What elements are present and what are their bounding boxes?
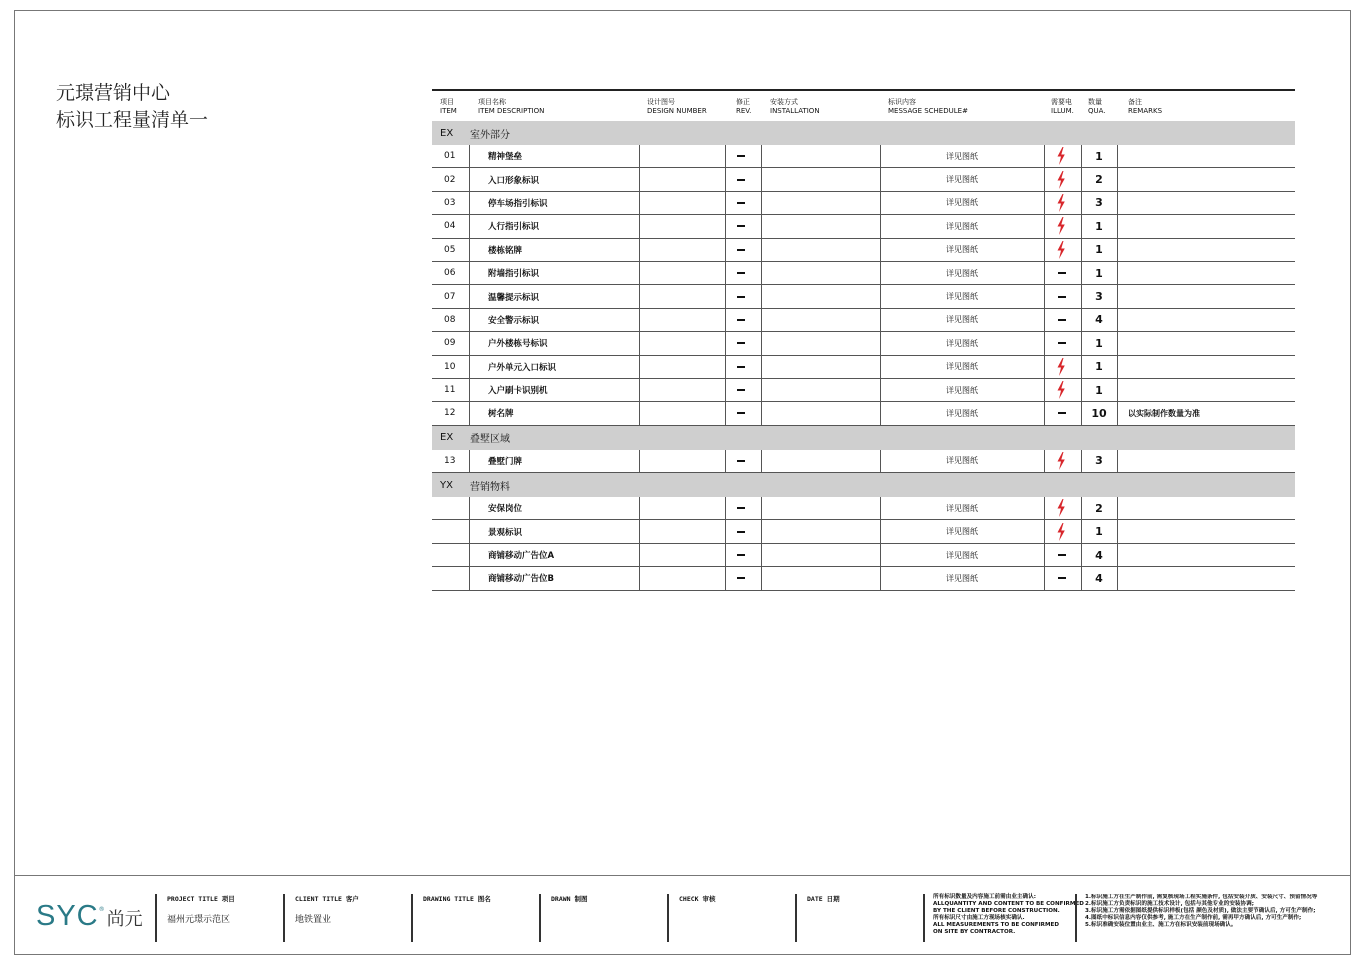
item-description: 温馨提示标识 — [488, 292, 540, 303]
column-rule — [639, 192, 640, 214]
quantity: 1 — [1095, 525, 1103, 539]
column-rule — [639, 309, 640, 331]
illum-cell — [1058, 332, 1066, 354]
dash-mark — [1058, 319, 1066, 321]
column-rule — [725, 402, 726, 424]
column-rule — [639, 262, 640, 284]
rev-dash — [737, 356, 745, 378]
drawing-title-field — [411, 894, 539, 942]
column-rule — [761, 356, 762, 378]
column-rule — [761, 145, 762, 167]
column-rule — [1044, 145, 1045, 167]
header-design-number: 设计图号 DESIGN NUMBER — [647, 98, 707, 115]
illum-cell — [1056, 145, 1066, 167]
item-number: 04 — [444, 221, 456, 232]
dash-mark — [737, 460, 745, 462]
logo-text-cn: 尚元 — [106, 909, 143, 930]
quantity: 1 — [1095, 243, 1103, 257]
quantity: 3 — [1095, 196, 1103, 210]
item-number: 12 — [444, 408, 456, 419]
dash-mark — [737, 531, 745, 533]
column-rule — [639, 215, 640, 237]
column-rule — [469, 192, 470, 214]
item-description: 停车场指引标识 — [488, 198, 548, 209]
quantity: 4 — [1095, 313, 1103, 327]
column-rule — [725, 168, 726, 190]
header-item: 项目 ITEM — [440, 98, 457, 115]
column-rule — [761, 215, 762, 237]
illum-cell — [1056, 215, 1066, 237]
dash-mark — [737, 342, 745, 344]
power-bolt-icon — [1056, 381, 1066, 399]
column-rule — [469, 520, 470, 542]
column-rule — [639, 356, 640, 378]
dash-mark — [737, 554, 745, 556]
header-message-schedule: 标识内容 MESSAGE SCHEDULE# — [888, 98, 968, 115]
dash-mark — [737, 389, 745, 391]
client-title-field — [283, 894, 411, 942]
illum-cell — [1058, 285, 1066, 307]
table-row — [432, 497, 1295, 520]
table-row — [432, 192, 1295, 215]
dash-mark — [737, 179, 745, 181]
column-rule — [761, 309, 762, 331]
message-schedule: 详见图纸 — [946, 456, 978, 466]
header-remarks: 备注 REMARKS — [1128, 98, 1163, 115]
column-rule — [1044, 262, 1045, 284]
section-header — [432, 426, 1295, 450]
item-number: 08 — [444, 314, 456, 325]
column-rule — [1044, 215, 1045, 237]
column-rule — [761, 520, 762, 542]
header-rev: 修正 REV. — [736, 98, 752, 115]
column-rule — [1044, 402, 1045, 424]
dash-mark — [737, 225, 745, 227]
column-rule — [725, 356, 726, 378]
column-rule — [469, 332, 470, 354]
message-schedule: 详见图纸 — [946, 151, 978, 161]
message-schedule: 详见图纸 — [946, 408, 978, 418]
table-row — [432, 309, 1295, 332]
message-schedule: 详见图纸 — [946, 573, 978, 583]
column-rule — [639, 450, 640, 472]
column-rule — [469, 145, 470, 167]
illum-cell — [1058, 402, 1066, 424]
column-rule — [469, 285, 470, 307]
table-row — [432, 262, 1295, 285]
power-bolt-icon — [1056, 523, 1066, 541]
column-rule — [1044, 356, 1045, 378]
sheet-title-line1: 元璟营销中心 — [56, 82, 171, 104]
message-schedule: 详见图纸 — [946, 338, 978, 348]
dash-mark — [737, 577, 745, 579]
item-description: 入户刷卡识别机 — [488, 386, 548, 397]
quantity: 2 — [1095, 173, 1103, 187]
item-description: 商铺移动广告位A — [488, 551, 555, 562]
column-rule — [725, 544, 726, 566]
column-rule — [469, 450, 470, 472]
drawing-title-label: DRAWING TITLE 图名 — [423, 895, 491, 903]
rev-dash — [737, 215, 745, 237]
item-number: 13 — [444, 455, 456, 466]
project-title-field — [155, 894, 283, 942]
project-title-label: PROJECT TITLE 项目 — [167, 895, 235, 903]
column-rule — [1117, 192, 1118, 214]
item-description: 树名牌 — [488, 409, 514, 420]
column-rule — [469, 497, 470, 519]
table-row — [432, 215, 1295, 238]
column-rule — [725, 285, 726, 307]
item-description: 人行指引标识 — [488, 222, 540, 233]
power-bolt-icon — [1056, 358, 1066, 376]
item-description: 商铺移动广告位B — [488, 574, 554, 585]
illum-cell — [1056, 356, 1066, 378]
sheet-title-line2: 标识工程量清单一 — [56, 109, 209, 131]
column-rule — [639, 379, 640, 401]
dash-mark — [1058, 296, 1066, 298]
column-rule — [639, 520, 640, 542]
column-rule — [725, 215, 726, 237]
logo-text-en: SYC — [36, 900, 99, 932]
column-rule — [761, 544, 762, 566]
column-rule — [639, 332, 640, 354]
logo-registered-mark: ® — [98, 906, 105, 913]
item-description: 叠墅门牌 — [488, 456, 523, 467]
column-rule — [725, 332, 726, 354]
item-number: 05 — [444, 244, 456, 255]
table-row — [432, 567, 1295, 590]
quantity: 1 — [1095, 336, 1103, 350]
item-number: 06 — [444, 268, 456, 279]
message-schedule: 详见图纸 — [946, 268, 978, 278]
column-rule — [1044, 450, 1045, 472]
item-description: 安保岗位 — [488, 504, 523, 515]
section-header — [432, 473, 1295, 497]
dash-mark — [737, 507, 745, 509]
column-rule — [639, 497, 640, 519]
power-bolt-icon — [1056, 217, 1066, 235]
message-schedule: 详见图纸 — [946, 245, 978, 255]
item-description: 附墙指引标识 — [488, 269, 540, 280]
message-schedule: 详见图纸 — [946, 292, 978, 302]
illum-cell — [1056, 239, 1066, 261]
quantity: 1 — [1095, 149, 1103, 163]
column-rule — [469, 356, 470, 378]
column-rule — [469, 402, 470, 424]
item-description: 精神堡垒 — [488, 152, 523, 163]
item-description: 楼栋铭牌 — [488, 245, 523, 256]
dash-mark — [737, 202, 745, 204]
message-schedule: 详见图纸 — [946, 385, 978, 395]
column-rule — [1117, 309, 1118, 331]
message-schedule: 详见图纸 — [946, 315, 978, 325]
section-code: EX — [440, 127, 454, 139]
rev-dash — [737, 332, 745, 354]
table-row — [432, 520, 1295, 543]
power-bolt-icon — [1056, 194, 1066, 212]
message-schedule: 详见图纸 — [946, 221, 978, 231]
dash-mark — [737, 296, 745, 298]
client-title-label: CLIENT TITLE 客户 — [295, 895, 359, 903]
drawn-label: DRAWN 制图 — [551, 895, 588, 903]
column-rule — [1044, 520, 1045, 542]
column-rule — [469, 215, 470, 237]
column-rule — [639, 402, 640, 424]
column-rule — [1044, 309, 1045, 331]
table-row — [432, 356, 1295, 379]
column-rule — [1044, 544, 1045, 566]
table-row — [432, 168, 1295, 191]
column-rule — [725, 309, 726, 331]
company-logo — [36, 900, 143, 933]
column-rule — [725, 567, 726, 589]
section-header — [432, 121, 1295, 145]
item-description: 户外单元入口标识 — [488, 362, 557, 373]
column-rule — [1117, 544, 1118, 566]
column-rule — [725, 450, 726, 472]
check-label: CHECK 审核 — [679, 895, 716, 903]
dash-mark — [737, 272, 745, 274]
column-rule — [1044, 168, 1045, 190]
column-rule — [1117, 520, 1118, 542]
construction-notes: 1.标识施工方在生产制作前, 需复核现场工程实施条件, 包括安装介质、安装尺寸、预留情况等 2.标识施工方负责标识的施工技术设计, 包括与其他专业的安装协调; 3.标识施工方需依据图纸提供标识样板(包括 颜色及材质), 做法主要节确认后, 方可生产制作; 4.图纸中标识信息内容仅供参考, 施工方在生产制作前, 需再甲方确认后, 方可生产制作; 5.标识准确安装位置由业主、施工方在标识安装前现场确认。 — [1075, 894, 1347, 942]
message-schedule: 详见图纸 — [946, 503, 978, 513]
message-schedule: 详见图纸 — [946, 198, 978, 208]
table-row — [432, 379, 1295, 402]
column-rule — [725, 262, 726, 284]
dash-mark — [1058, 272, 1066, 274]
header-description: 项目名称 ITEM DESCRIPTION — [478, 98, 545, 115]
item-description: 景观标识 — [488, 527, 523, 538]
illum-cell — [1056, 450, 1066, 472]
column-rule — [639, 285, 640, 307]
column-rule — [639, 239, 640, 261]
rev-dash — [737, 567, 745, 589]
illum-cell — [1056, 497, 1066, 519]
column-rule — [1044, 497, 1045, 519]
power-bolt-icon — [1056, 499, 1066, 517]
column-rule — [725, 145, 726, 167]
column-rule — [1117, 262, 1118, 284]
table-row — [432, 332, 1295, 355]
dash-mark — [1058, 577, 1066, 579]
quantity: 1 — [1095, 383, 1103, 397]
column-rule — [761, 262, 762, 284]
item-description: 户外楼栋号标识 — [488, 339, 548, 350]
column-rule — [1044, 285, 1045, 307]
column-rule — [1117, 332, 1118, 354]
section-code: YX — [440, 479, 453, 491]
column-rule — [761, 168, 762, 190]
column-rule — [725, 239, 726, 261]
column-rule — [469, 567, 470, 589]
column-rule — [1117, 402, 1118, 424]
quantity: 4 — [1095, 548, 1103, 562]
column-rule — [1117, 497, 1118, 519]
illum-cell — [1056, 192, 1066, 214]
power-bolt-icon — [1056, 147, 1066, 165]
dash-mark — [1058, 412, 1066, 414]
column-rule — [469, 168, 470, 190]
section-name: 营销物料 — [470, 481, 510, 493]
column-rule — [639, 145, 640, 167]
rev-dash — [737, 168, 745, 190]
quantity: 2 — [1095, 501, 1103, 515]
rev-dash — [737, 285, 745, 307]
header-quantity: 数量 QUA. — [1088, 98, 1106, 115]
date-field — [795, 894, 923, 942]
item-number: 07 — [444, 291, 456, 302]
item-number: 10 — [444, 361, 456, 372]
message-schedule: 详见图纸 — [946, 362, 978, 372]
column-rule — [1117, 145, 1118, 167]
column-rule — [761, 379, 762, 401]
table-header — [432, 91, 1295, 121]
column-rule — [469, 262, 470, 284]
table-body — [432, 121, 1295, 591]
column-rule — [725, 520, 726, 542]
illum-cell — [1058, 262, 1066, 284]
quantity: 3 — [1095, 290, 1103, 304]
rev-dash — [737, 497, 745, 519]
column-rule — [1117, 168, 1118, 190]
table-row — [432, 285, 1295, 308]
sheet-title — [56, 80, 208, 134]
illum-cell — [1056, 379, 1066, 401]
column-rule — [1117, 215, 1118, 237]
column-rule — [761, 332, 762, 354]
rev-dash — [737, 520, 745, 542]
table-row — [432, 145, 1295, 168]
item-number: 03 — [444, 197, 456, 208]
item-description: 入口形象标识 — [488, 175, 540, 186]
column-rule — [1044, 379, 1045, 401]
column-rule — [761, 450, 762, 472]
column-rule — [725, 192, 726, 214]
illum-cell — [1056, 520, 1066, 542]
column-rule — [469, 309, 470, 331]
column-rule — [761, 402, 762, 424]
rev-dash — [737, 379, 745, 401]
illum-cell — [1058, 309, 1066, 331]
column-rule — [1117, 379, 1118, 401]
illum-cell — [1056, 168, 1066, 190]
column-rule — [639, 544, 640, 566]
section-name: 叠墅区域 — [470, 434, 510, 446]
quantity: 10 — [1091, 406, 1107, 420]
check-field — [667, 894, 795, 942]
column-rule — [725, 497, 726, 519]
item-number: 01 — [444, 151, 456, 162]
quantity: 1 — [1095, 360, 1103, 374]
header-illum: 需要电 ILLUM. — [1051, 98, 1074, 115]
rev-dash — [737, 192, 745, 214]
column-rule — [639, 567, 640, 589]
column-rule — [761, 192, 762, 214]
column-rule — [1044, 332, 1045, 354]
column-rule — [725, 379, 726, 401]
section-name: 室外部分 — [470, 129, 510, 141]
item-number: 11 — [444, 385, 456, 396]
table-row — [432, 544, 1295, 567]
column-rule — [1044, 239, 1045, 261]
illum-cell — [1058, 544, 1066, 566]
drawn-field — [539, 894, 667, 942]
item-number: 09 — [444, 338, 456, 349]
section-code: EX — [440, 432, 454, 444]
power-bolt-icon — [1056, 452, 1066, 470]
header-installation: 安装方式 INSTALLATION — [770, 98, 820, 115]
rev-dash — [737, 262, 745, 284]
quantity: 4 — [1095, 571, 1103, 585]
schedule-table — [432, 89, 1295, 591]
column-rule — [469, 544, 470, 566]
column-rule — [469, 239, 470, 261]
dash-mark — [737, 366, 745, 368]
rev-dash — [737, 402, 745, 424]
message-schedule: 详见图纸 — [946, 175, 978, 185]
column-rule — [639, 168, 640, 190]
rev-dash — [737, 544, 745, 566]
column-rule — [761, 567, 762, 589]
message-schedule: 详见图纸 — [946, 527, 978, 537]
rev-dash — [737, 450, 745, 472]
project-title-value: 福州元璟示范区 — [167, 915, 231, 925]
column-rule — [1117, 356, 1118, 378]
rev-dash — [737, 309, 745, 331]
rev-dash — [737, 239, 745, 261]
dash-mark — [1058, 342, 1066, 344]
date-label: DATE 日期 — [807, 895, 840, 903]
column-rule — [1044, 192, 1045, 214]
illum-cell — [1058, 567, 1066, 589]
power-bolt-icon — [1056, 241, 1066, 259]
column-rule — [1117, 450, 1118, 472]
client-title-value: 地铁置业 — [295, 915, 332, 925]
remarks: 以实际制作数量为准 — [1128, 408, 1200, 418]
confirmation-note: 所有标识数量及内容施工前需由业主确认: ALLQUANTITY AND CONTENT TO BE CONFIRMED BY THE CLIENT BEFORE CONSTRUCTION. 所有标识尺寸由施工方现场核实确认. ALL MEASUREMENTS TO BE CONFIRMED ON SITE BY CONTRACTOR. — [923, 894, 1073, 942]
rev-dash — [737, 145, 745, 167]
dash-mark — [737, 319, 745, 321]
power-bolt-icon — [1056, 171, 1066, 189]
dash-mark — [1058, 554, 1066, 556]
table-row — [432, 239, 1295, 262]
dash-mark — [737, 412, 745, 414]
column-rule — [1044, 567, 1045, 589]
column-rule — [1117, 567, 1118, 589]
message-schedule: 详见图纸 — [946, 550, 978, 560]
column-rule — [1117, 285, 1118, 307]
column-rule — [761, 239, 762, 261]
column-rule — [761, 285, 762, 307]
quantity: 1 — [1095, 219, 1103, 233]
item-number: 02 — [444, 174, 456, 185]
column-rule — [761, 497, 762, 519]
table-row — [432, 450, 1295, 473]
table-row — [432, 402, 1295, 425]
quantity: 3 — [1095, 454, 1103, 468]
item-description: 安全警示标识 — [488, 315, 540, 326]
column-rule — [469, 379, 470, 401]
title-block-footer — [14, 875, 1351, 956]
column-rule — [1117, 239, 1118, 261]
dash-mark — [737, 249, 745, 251]
dash-mark — [737, 155, 745, 157]
quantity: 1 — [1095, 266, 1103, 280]
